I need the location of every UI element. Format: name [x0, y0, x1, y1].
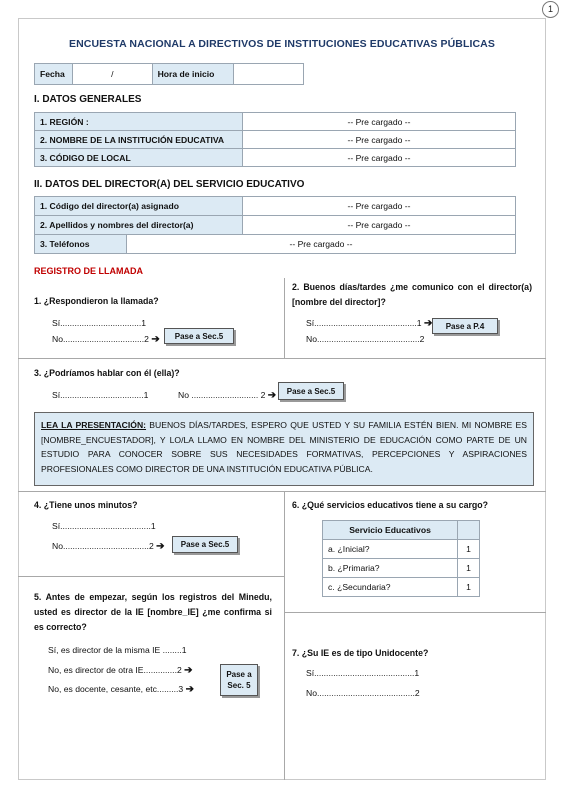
telefonos-table: [34, 234, 516, 254]
telefonos-label: 3. Teléfonos: [35, 235, 127, 254]
arrow-right-icon: ➔: [184, 665, 193, 676]
region-value[interactable]: -- Pre cargado --: [243, 113, 516, 131]
q1-text: 1. ¿Respondieron la llamada?: [34, 296, 159, 306]
arrow-right-icon: ➔: [423, 318, 433, 329]
hora-field[interactable]: [234, 64, 304, 85]
codigo-director-label: 1. Código del director(a) asignado: [35, 197, 243, 216]
q6-row-label: b. ¿Primaria?: [323, 559, 458, 578]
codigo-local-label: 3. CÓDIGO DE LOCAL: [35, 149, 243, 167]
q6-row-code[interactable]: 1: [458, 578, 480, 597]
q4-text: 4. ¿Tiene unos minutos?: [34, 500, 138, 510]
divider-before-q4: [18, 491, 546, 492]
fecha-field[interactable]: /: [72, 64, 152, 85]
q3-option-no-label: No ............................ 2: [178, 390, 266, 400]
presentation-label: LEA LA PRESENTACIÓN:: [41, 420, 147, 430]
ie-name-value[interactable]: -- Pre cargado --: [243, 131, 516, 149]
q7-option-no[interactable]: No.........................................2: [306, 688, 420, 698]
q1-option-no[interactable]: [52, 334, 160, 345]
fecha-label: Fecha: [35, 64, 73, 85]
divider-before-q7: [284, 612, 546, 613]
q3-option-si[interactable]: Sí...................................1: [52, 390, 149, 400]
divider-q1-q2: [284, 278, 285, 358]
q5-option-2[interactable]: [48, 665, 193, 676]
q6-row-code[interactable]: 1: [458, 559, 480, 578]
presentation-text: BUENOS DÍAS/TARDES, ESPERO QUE USTED Y SU FAMILIA ESTÉN BIEN. MI NOMBRE ES [NOMBRE_ENCUESTADOR], Y LO/LA LLAMO EN NOMBRE DEL MINISTERIO DE EDUCACIÓN COMO PARTE DE UN ESTUDIO PARA CONOCER SOBRE SUS NECESIDADES FORMATIVAS, PERCEPCIONES Y ASPIRACIONES PROFESIONALES COMO DIRECTOR DE UNA INSTITUCIÓN EDUCATIVA PÚBLICA.: [41, 420, 527, 474]
hora-label: Hora de inicio: [152, 64, 234, 85]
section-1-title: I. DATOS GENERALES: [34, 94, 142, 105]
datos-generales-table: [34, 112, 516, 131]
nombre-director-label: 2. Apellidos y nombres del director(a): [35, 216, 243, 235]
q2-option-no[interactable]: No...........................................2: [306, 334, 425, 344]
q5-skip-line2: Sec. 5: [227, 681, 251, 690]
date-time-table: [34, 63, 304, 85]
table-row[interactable]: [323, 559, 480, 578]
q1-skip-button[interactable]: Pase a Sec.5: [164, 328, 234, 344]
divider-before-q5: [18, 576, 284, 577]
arrow-right-icon: ➔: [267, 390, 277, 401]
arrow-right-icon: ➔: [156, 541, 165, 552]
datos-generales-table-2: [34, 130, 516, 167]
presentation-script-box: [34, 412, 534, 486]
q3-text: 3. ¿Podríamos hablar con él (ella)?: [34, 368, 180, 378]
q3-skip-button[interactable]: Pase a Sec.5: [278, 382, 344, 400]
arrow-right-icon: ➔: [151, 334, 160, 345]
codigo-director-value[interactable]: -- Pre cargado --: [243, 197, 516, 216]
codigo-local-value[interactable]: -- Pre cargado --: [243, 149, 516, 167]
q6-services-table: [322, 520, 480, 597]
q1-option-si[interactable]: Sí..................................1: [52, 318, 147, 328]
q3-option-no[interactable]: [178, 390, 276, 401]
q5-skip-line1: Pase a: [226, 670, 252, 679]
datos-director-table: [34, 196, 516, 235]
q5-text: 5. Antes de empezar, según los registros del Minedu, usted es director de la IE [nombre_IE] ¿me confirma si es correcto?: [34, 592, 272, 632]
q6-row-code[interactable]: 1: [458, 540, 480, 559]
divider-after-q2: [18, 358, 546, 359]
ie-name-label: 2. NOMBRE DE LA INSTITUCIÓN EDUCATIVA: [35, 131, 243, 149]
page-number: 1: [542, 1, 559, 18]
q6-text: 6. ¿Qué servicios educativos tiene a su cargo?: [292, 500, 489, 510]
table-row[interactable]: [323, 540, 480, 559]
q5-skip-button[interactable]: [220, 664, 258, 696]
q2-text: 2. Buenos días/tardes ¿me comunico con el director(a) [nombre del director]?: [292, 282, 532, 307]
q6-row-label: c. ¿Secundaria?: [323, 578, 458, 597]
q4-option-no[interactable]: [52, 541, 165, 552]
q4-option-no-label: No....................................2: [52, 541, 154, 551]
q6-table-header-code: [458, 521, 480, 540]
q1-option-no-label: No..................................2: [52, 334, 149, 344]
q4-option-si[interactable]: Sí......................................1: [52, 521, 156, 531]
q4-skip-button[interactable]: Pase a Sec.5: [172, 536, 238, 553]
telefonos-value[interactable]: -- Pre cargado --: [127, 235, 516, 254]
nombre-director-value[interactable]: -- Pre cargado --: [243, 216, 516, 235]
arrow-right-icon: ➔: [185, 684, 194, 695]
survey-title: ENCUESTA NACIONAL A DIRECTIVOS DE INSTITUCIONES EDUCATIVAS PÚBLICAS: [69, 38, 495, 50]
q5-option-3-label: No, es docente, cesante, etc.........3: [48, 684, 184, 694]
q5-option-3[interactable]: [48, 684, 194, 695]
q5-option-1[interactable]: Sí, es director de la misma IE ........1: [48, 645, 187, 655]
q7-text: 7. ¿Su IE es de tipo Unidocente?: [292, 648, 429, 658]
divider-q4-q6: [284, 491, 285, 780]
region-label: 1. REGIÓN :: [35, 113, 243, 131]
q6-row-label: a. ¿Inicial?: [323, 540, 458, 559]
q5-option-2-label: No, es director de otra IE..............2: [48, 665, 182, 675]
q2-option-si[interactable]: [306, 318, 432, 329]
q6-table-header: Servicio Educativos: [323, 521, 458, 540]
q2-skip-button[interactable]: Pase a P.4: [432, 318, 498, 334]
registro-llamada-title: REGISTRO DE LLAMADA: [34, 266, 143, 276]
q7-option-si[interactable]: Sí..........................................1: [306, 668, 420, 678]
q2-option-si-label: Sí...........................................1: [306, 318, 422, 328]
table-row[interactable]: [323, 578, 480, 597]
section-2-title: II. DATOS DEL DIRECTOR(A) DEL SERVICIO EDUCATIVO: [34, 179, 305, 190]
